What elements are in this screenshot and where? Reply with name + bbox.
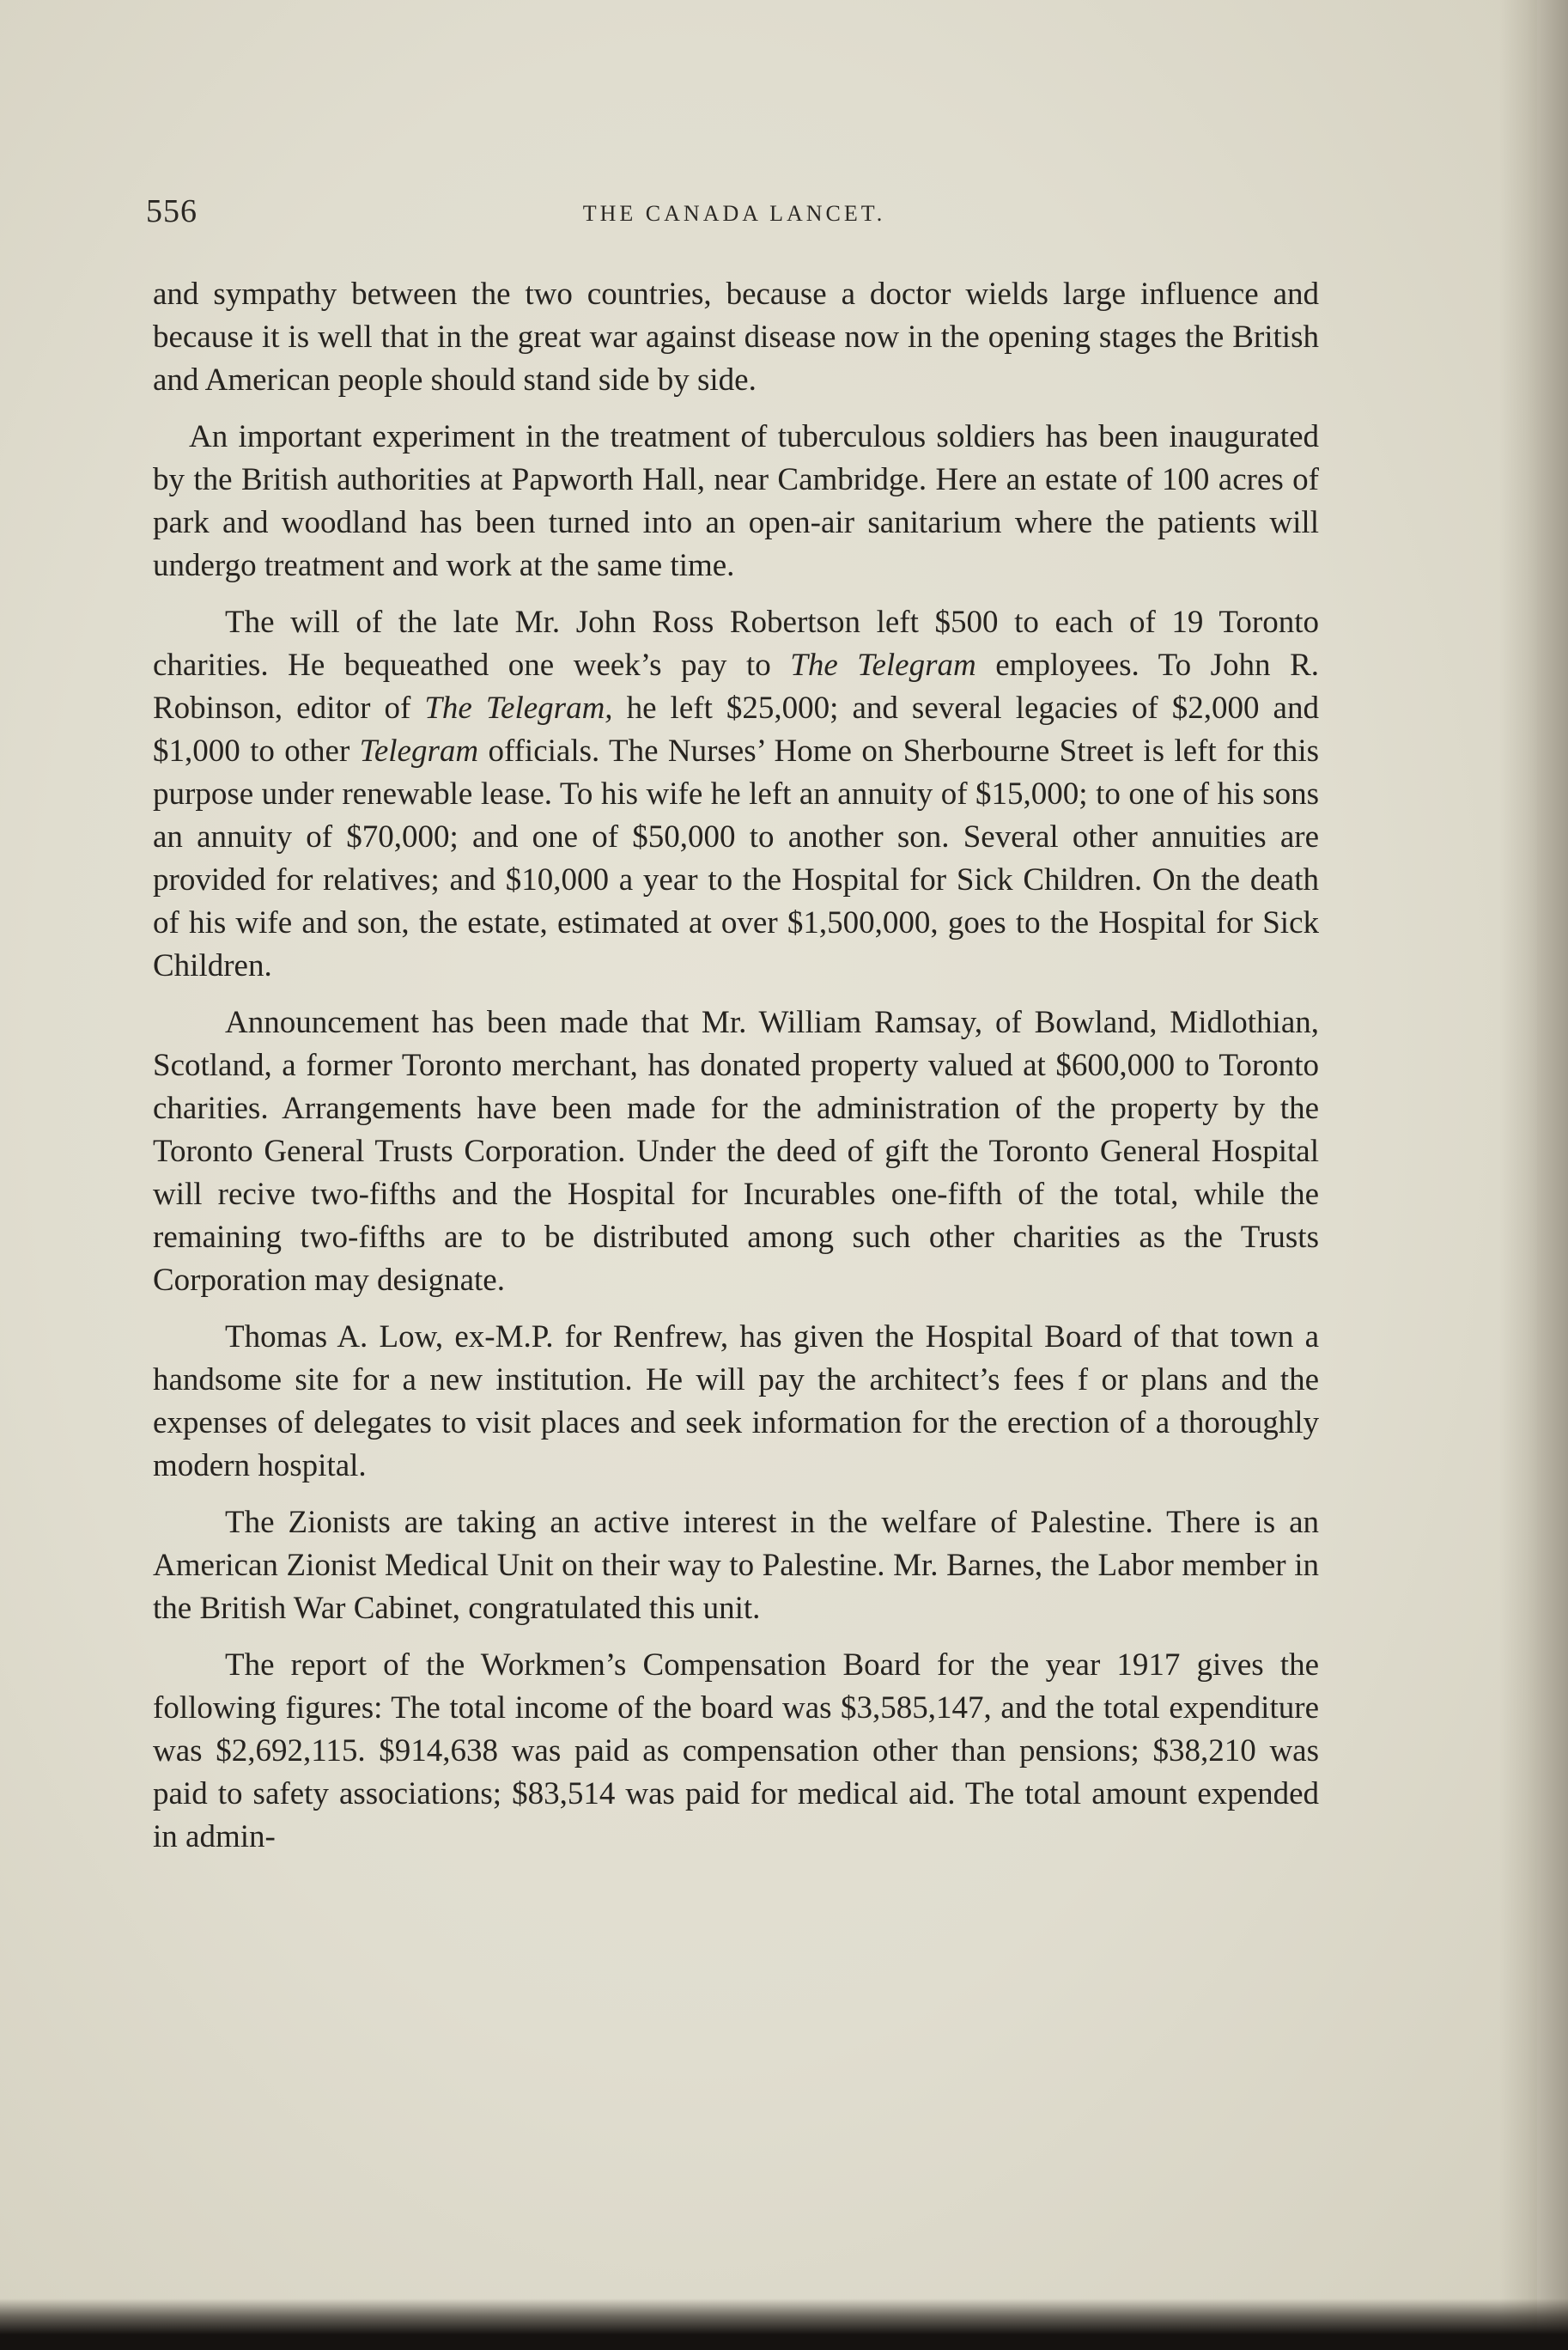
paragraph-papworth: An important experiment in the treatment of tuberculous soldiers has been inaugurated by the British authorities at Papworth Hall, near Cambridge. Here an estate of 100 acres of park and woodland has been turned into an open-air sanitarium where the patients will undergo treatment and work at the same time. bbox=[153, 419, 1319, 583]
paragraph-zionists: The Zionists are taking an active interest in the welfare of Palestine. There is an American Zionist Medical Unit on their way to Palestine. Mr. Barnes, the Labor member in the British War Cabinet, congratulated this unit. bbox=[153, 1505, 1319, 1626]
paragraph-compensation-board: The report of the Workmen’s Compensation Board for the year 1917 gives the following figures: The total income of the board was $3,585,147, and the total expenditure was $2,692,115. $914,638 was paid as compensation other than pensions; $38,210 was paid to safety associations; $83,514 was paid for medical aid. The total amount expended in admin- bbox=[153, 1647, 1319, 1854]
page-number: 556 bbox=[146, 193, 198, 229]
newspaper-title: Telegram bbox=[359, 734, 479, 769]
book-gutter-shadow bbox=[1499, 0, 1568, 2350]
running-title: THE CANADA LANCET. bbox=[582, 201, 886, 226]
paragraph-renfrew: Thomas A. Low, ex-M.P. for Renfrew, has given the Hospital Board of that town a handsome site for a new institution. He will pay the architect’s fees f or plans and the expenses of delegates to visit places and seek information for the erection of a thoroughly modern hospital. bbox=[153, 1319, 1319, 1483]
paragraph-text: The will of the late Mr. John Ross Robertson left $500 to each of 19 Toronto charities. He bequeathed one week’s pay to bbox=[153, 605, 1319, 683]
scan-bottom-edge bbox=[0, 2298, 1568, 2350]
paragraph-text: employees. To John R. Robinson, editor of bbox=[153, 648, 1320, 726]
paragraph-text: he left $25,000; and several legacies of $2,000 and $1,000 to other bbox=[153, 691, 1319, 769]
paragraph-robertson-will bbox=[153, 601, 1319, 988]
article-body bbox=[153, 273, 1319, 1872]
newspaper-title: The Telegram, bbox=[424, 691, 613, 726]
page-header bbox=[146, 192, 1322, 244]
paragraph-ramsay: Announcement has been made that Mr. William Ramsay, of Bowland, Midlothian, Scotland, a former Toronto merchant, has donated property valued at $600,000 to Toronto charities. Arrangements have been made for the administration of the property by the Toronto General Trusts Corporation. Under the deed of gift the Toronto General Hospital will recive two-fifths and the Hospital for Incurables one-fifth of the total, while the remaining two-fifths are to be distributed among such other charities as the Trusts Corporation may designate. bbox=[153, 1005, 1319, 1298]
paragraph-text: officials. The Nurses’ Home on Sherbourne Street is left for this purpose under renewable lease. To his wife he left an annuity of $15,000; to one of his sons an annuity of $70,000; and one of $50,000 to another son. Several other annuities are provided for relatives; and $10,000 a year to the Hospital for Sick Children. On the death of his wife and son, the estate, estimated at over $1,500,000, goes to the Hospital for Sick Children. bbox=[153, 734, 1319, 983]
newspaper-title: The Telegram bbox=[790, 648, 976, 683]
paragraph-sympathy: and sympathy between the two countries, because a doctor wields large influence and because it is well that in the great war against disease now in the opening stages the British and American people should stand side by side. bbox=[153, 277, 1319, 398]
